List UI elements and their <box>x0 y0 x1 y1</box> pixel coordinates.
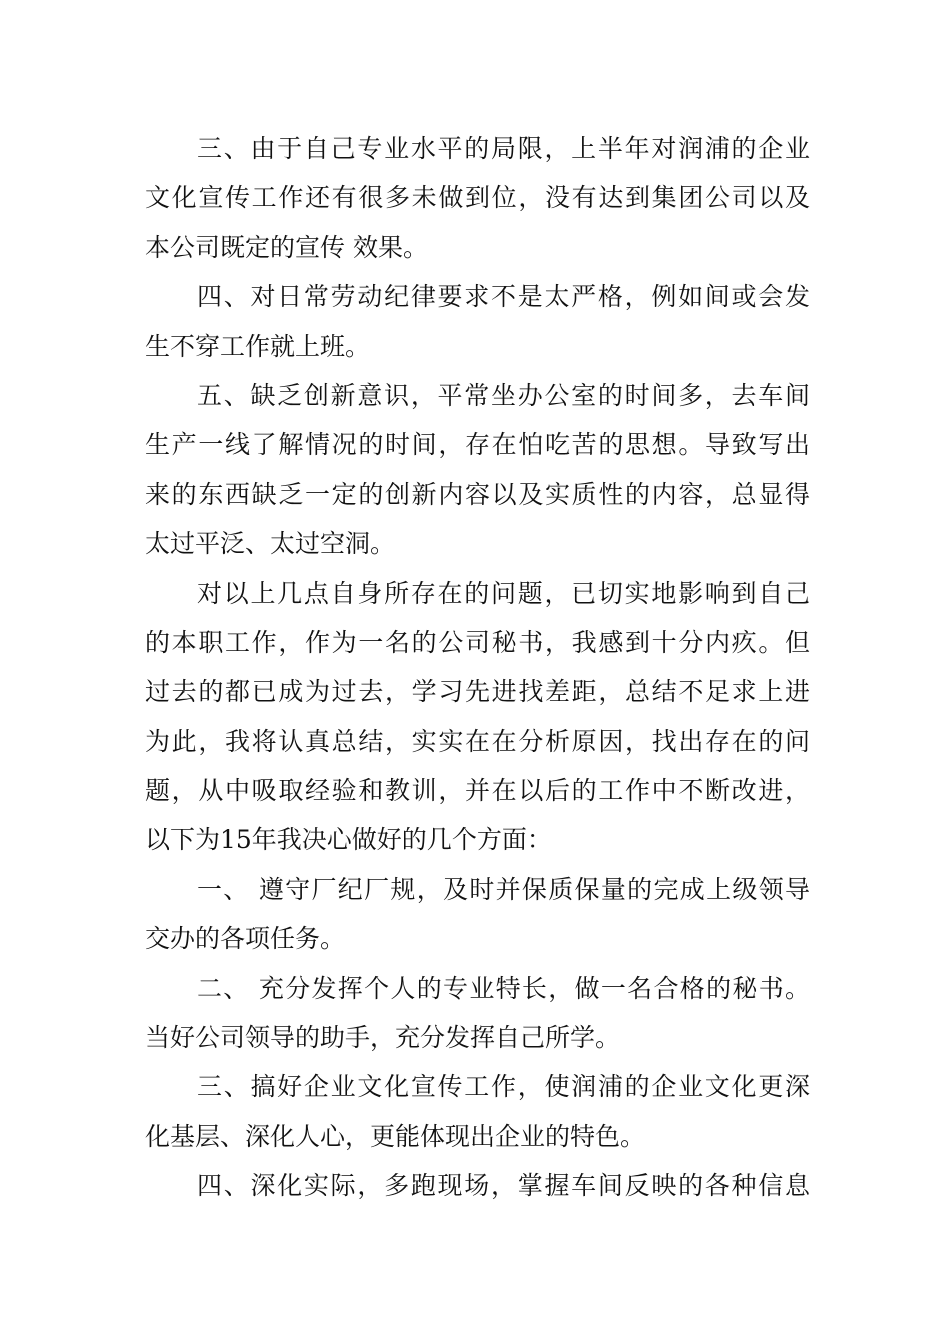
paragraph-line: 对以上几点自身所存在的问题，已切实地影响到自己 <box>197 578 810 608</box>
paragraph-line: 交办的各项任务。 <box>145 924 346 954</box>
paragraph-line: 的本职工作，作为一名的公司秘书，我感到十分内疚。但 <box>145 627 810 657</box>
paragraph-line: 太过平泛、太过空洞。 <box>145 529 396 559</box>
paragraph-line: 三、由于自己专业水平的局限，上半年对润浦的企业 <box>197 134 810 163</box>
paragraph-line: 二、 充分发挥个人的专业特长，做一名合格的秘书。 <box>197 973 810 1003</box>
paragraph-line: 三、搞好企业文化宣传工作，使润浦的企业文化更深 <box>197 1072 810 1102</box>
paragraph-line: 为此，我将认真总结，实实在在分析原因，找出存在的问 <box>145 726 810 756</box>
paragraph-line: 生产一线了解情况的时间，存在怕吃苦的思想。导致写出 <box>145 430 810 460</box>
paragraph-line: 化基层、深化人心，更能体现出企业的特色。 <box>145 1121 646 1151</box>
paragraph-line: 过去的都已成为过去，学习先进找差距，总结不足求上进 <box>145 677 810 707</box>
paragraph-line: 当好公司领导的助手，充分发挥自己所学。 <box>145 1023 621 1053</box>
paragraph-line: 来的东西缺乏一定的创新内容以及实质性的内容，总显得 <box>145 479 810 509</box>
paragraph-line: 题，从中吸取经验和教训，并在以后的工作中不断改进， <box>145 776 810 806</box>
paragraph-line: 四、对日常劳动纪律要求不是太严格，例如间或会发 <box>197 282 810 312</box>
paragraph-line: 文化宣传工作还有很多未做到位，没有达到集团公司以及 <box>145 183 810 213</box>
paragraph-line: 生不穿工作就上班。 <box>145 331 371 361</box>
document-body <box>145 124 810 1211</box>
paragraph-line: 以下为15年我决心做好的几个方面： <box>145 825 552 855</box>
paragraph-line: 一、 遵守厂纪厂规，及时并保质保量的完成上级领导 <box>197 874 810 904</box>
paragraph-line: 四、深化实际，多跑现场，掌握车间反映的各种信息 <box>197 1171 810 1201</box>
paragraph-line: 本公司既定的宣传 效果。 <box>145 232 428 262</box>
paragraph-line: 五、缺乏创新意识，平常坐办公室的时间多，去车间 <box>197 380 810 410</box>
